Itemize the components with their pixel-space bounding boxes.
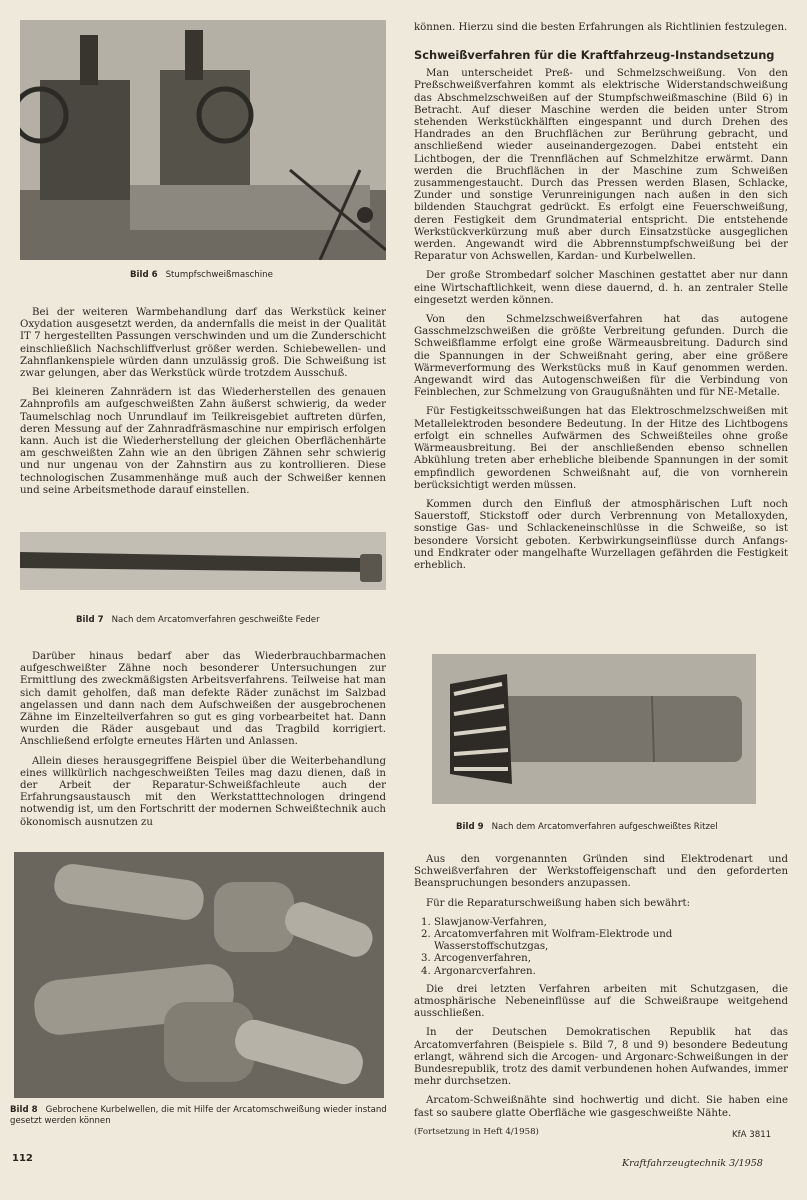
paragraph: Von den Schmelzschweißverfahren hat das autogene Gasschmelzschweißen die größte Verbreitung gefunden. Durch die Schweißflamme erfolgt eine große Wärmeausbreitung. Dadurch sind die Spannungen in der Schweißnaht gering, aber eine größere Wärmeverformung des Werkstücks muß in Kauf genommen werden. Angewandt wird das Autogenschweißen für die Verbindung von Feinblechen, zur Schmelzung von Graugußnähten und für NE-Metalle. [414,314,788,399]
article-code: KfA 3811 [732,1130,772,1140]
left-column-top [20,307,386,504]
right-column-top [414,22,788,579]
photo-butt-welding-machine [20,20,386,260]
paragraph: Darüber hinaus bedarf aber das Wiederbrauchbarmachen aufgeschweißter Zähne noch besonderer Untersuchungen zur Ermittlung des zweckmäßigsten Arbeitsverfahrens. Teilweise hat man sich damit geholfen, daß man defekte Räder zunächst im Salzbad angelassen und dann nach dem Aufschweißen der ausgebrochenen Zähne im Einzelteilverfahren so gut es ging vorbearbeitet hat. Dann wurden die Räder ausgebaut und das Tragbild korrigiert. Anschließend erfolgte erneutes Härten und Anlassen. [20,651,386,748]
figure-caption-bild8 [10,1105,390,1127]
figure-caption-text: Nach dem Arcatomverfahren geschweißte Feder [111,615,320,625]
figure-caption-text: Stumpfschweißmaschine [165,270,273,280]
section-heading: Schweißverfahren für die Kraftfahrzeug-Instandsetzung [414,48,775,63]
photo-welded-spring [20,532,386,590]
paragraph: In der Deutschen Demokratischen Republik hat das Arcatomverfahren (Beispiele s. Bild 7, 8 und 9) besondere Bedeutung erlangt, während sich die Arcogen- und Argonarc-Schweißungen in der Bundesrepublik, trotz des damit verbundenen hohen Aufwandes, immer mehr durchsetzen. [414,1027,788,1088]
left-column-middle [20,651,386,836]
paragraph: Man unterscheidet Preß- und Schmelzschweißung. Von den Preßschweißverfahren kommt als elektrische Widerstandschweißung das Abschmelzschweißen auf der Stumpfschweißmaschine (Bild 6) in Betracht. Auf dieser Maschine werden die beiden unter Strom stehenden Werkstückhälften eingespannt und durch Drehen des Handrades an den Bruchflächen zur Berührung gebracht, und anschließend wieder auseinandergezogen. Dabei entsteht ein Lichtbogen, der die Trennflächen auf Schmelzhitze erwärmt. Dann werden die Bruchflächen in der Maschine zum Schweißen zusammengestaucht. Durch das Pressen werden Blasen, Schlacke, Zunder und sonstige Verunreinigungen nach außen in den sich bildenden Stauchgrat gedrückt. Es erfolgt eine Feuerschweißung, deren Festigkeit dem Grundmaterial entspricht. Die entstehende Werkstückverkürzung muß aber durch Einsatzstücke ausgeglichen werden. Angewandt wird die Abbrennstumpfschweißung bei der Reparatur von Achswellen, Kardan- und Kurbelwellen. [414,68,788,263]
figure-caption-text: Nach dem Arcatomverfahren aufgeschweißtes Ritzel [491,822,718,832]
list-item: 4. Argonarcverfahren. [434,966,788,978]
procedure-list [414,917,788,978]
paragraph: Allein dieses herausgegriffene Beispiel über die Weiterbehandlung eines willkürlich nachgeschweißten Teiles mag dazu dienen, daß in der Arbeit der Reparatur-Schweißfachleute auch der Erfahrungsaustausch mit den Werkstatttechnologen dringend notwendig ist, um den Fortschritt der modernen Schweißtechnik auch ökonomisch ausnutzen zu [20,755,386,828]
figure-caption-bild7 [76,615,376,626]
list-item: 2. Arcatomverfahren mit Wolfram-Elektrode und Wasserstoffschutzgas, [434,929,788,953]
photo-welded-pinion [432,654,756,804]
paragraph: Für die Reparaturschweißung haben sich bewährt: [426,897,691,909]
journal-issue: Kraftfahrzeugtechnik 3/1958 [622,1158,763,1169]
figure-label: Bild 9 [456,822,484,832]
list-item: 1. Slawjanow-Verfahren, [434,917,788,929]
figure-label: Bild 6 [130,270,158,280]
figure-caption-text: Gebrochene Kurbelwellen, die mit Hilfe der Arcatomschweißung wieder instand gesetzt werden können [10,1105,387,1126]
figure-label: Bild 7 [76,615,104,625]
figure-label: Bild 8 [10,1105,38,1115]
figure-caption-bild6 [130,270,380,281]
continuation-note: (Fortsetzung in Heft 4/1958) [414,1126,539,1137]
paragraph: Bei der weiteren Warmbehandlung darf das Werkstück keiner Oxydation ausgesetzt werden, da andernfalls die meist in der Qualität IT 7 hergestellten Passungen verschwinden und um die Zunderschicht einschließlich Nachschliffverlust größer werden. Schiebewellen- und Zahnflankenspiele würden dann unzulässig groß. Die Schweißung ist zwar gelungen, aber das Werkstück würde trotzdem Ausschuß. [20,307,386,380]
figure-caption-bild9 [456,822,776,833]
paragraph: Aus den vorgenannten Gründen sind Elektrodenart und Schweißverfahren der Werkstoffeigenschaft und den geforderten Beanspruchungen besonders anzupassen. [414,854,788,890]
paragraph: Für Festigkeitsschweißungen hat das Elektroschmelzschweißen mit Metallelektroden besondere Bedeutung. In der Hitze des Lichtbogens erfolgt ein schnelles Aufwärmen des Schweißteiles ohne große Wärmeausbreitung. Bei der anschließenden ebenso schnellen Abkühlung treten aber erhebliche bleibende Spannungen in der somit empfindlich gewordenen Schweißnaht auf, die von vornherein berücksichtigt werden müssen. [414,406,788,491]
paragraph: Bei kleineren Zahnrädern ist das Wiederherstellen des genauen Zahnprofils am aufgeschweißten Zahn äußerst schwierig, da weder Taumelschlag noch Unrundlauf im Teilkreisgebiet auftreten dürfen, deren Messung auf der Zahnradfräsmaschine nur empirisch erfolgen kann. Auch ist die Wiederherstellung der gleichen Oberflächenhärte am geschweißten Zahn wie an den übrigen Zähnen sehr schwierig und nur ungenau von der Zahnstirn aus zu kontrollieren. Diese technologischen Zusammenhänge muß auch der Schweißer kennen und seine Arbeitsmethode darauf einstellen. [20,387,386,496]
list-item: 3. Arcogenverfahren, [434,953,788,965]
right-column-bottom [414,854,788,1137]
paragraph: Die drei letzten Verfahren arbeiten mit Schutzgasen, die atmosphärische Nebeneinflüsse auf die Schweißraupe weitgehend ausschließen. [414,983,788,1020]
photo-broken-crankshafts [14,852,384,1098]
paragraph: Der große Strombedarf solcher Maschinen gestattet aber nur dann eine Wirtschaftlichkeit, wenn diese dauernd, d. h. an zentraler Stelle eingesetzt werden können. [414,270,788,306]
paragraph-continuation: können. Hierzu sind die besten Erfahrungen als Richtlinien festzulegen. [414,22,788,33]
paragraph: Arcatom-Schweißnähte sind hochwertig und dicht. Sie haben eine fast so saubere glatte Oberfläche wie gasgeschweißte Nähte. [414,1095,788,1119]
paragraph: Kommen durch den Einfluß der atmosphärischen Luft noch Sauerstoff, Stickstoff oder durch Verbrennung von Metalloxyden, sonstige Gas- und Schlackeneinschlüsse in die Schweiße, so ist besondere Vorsicht geboten. Kerbwirkungseinflüsse durch Anfangs- und Endkrater oder mangelhafte Wurzellagen gefährden die Festigkeit erheblich. [414,498,788,571]
page-number: 112 [12,1153,33,1164]
